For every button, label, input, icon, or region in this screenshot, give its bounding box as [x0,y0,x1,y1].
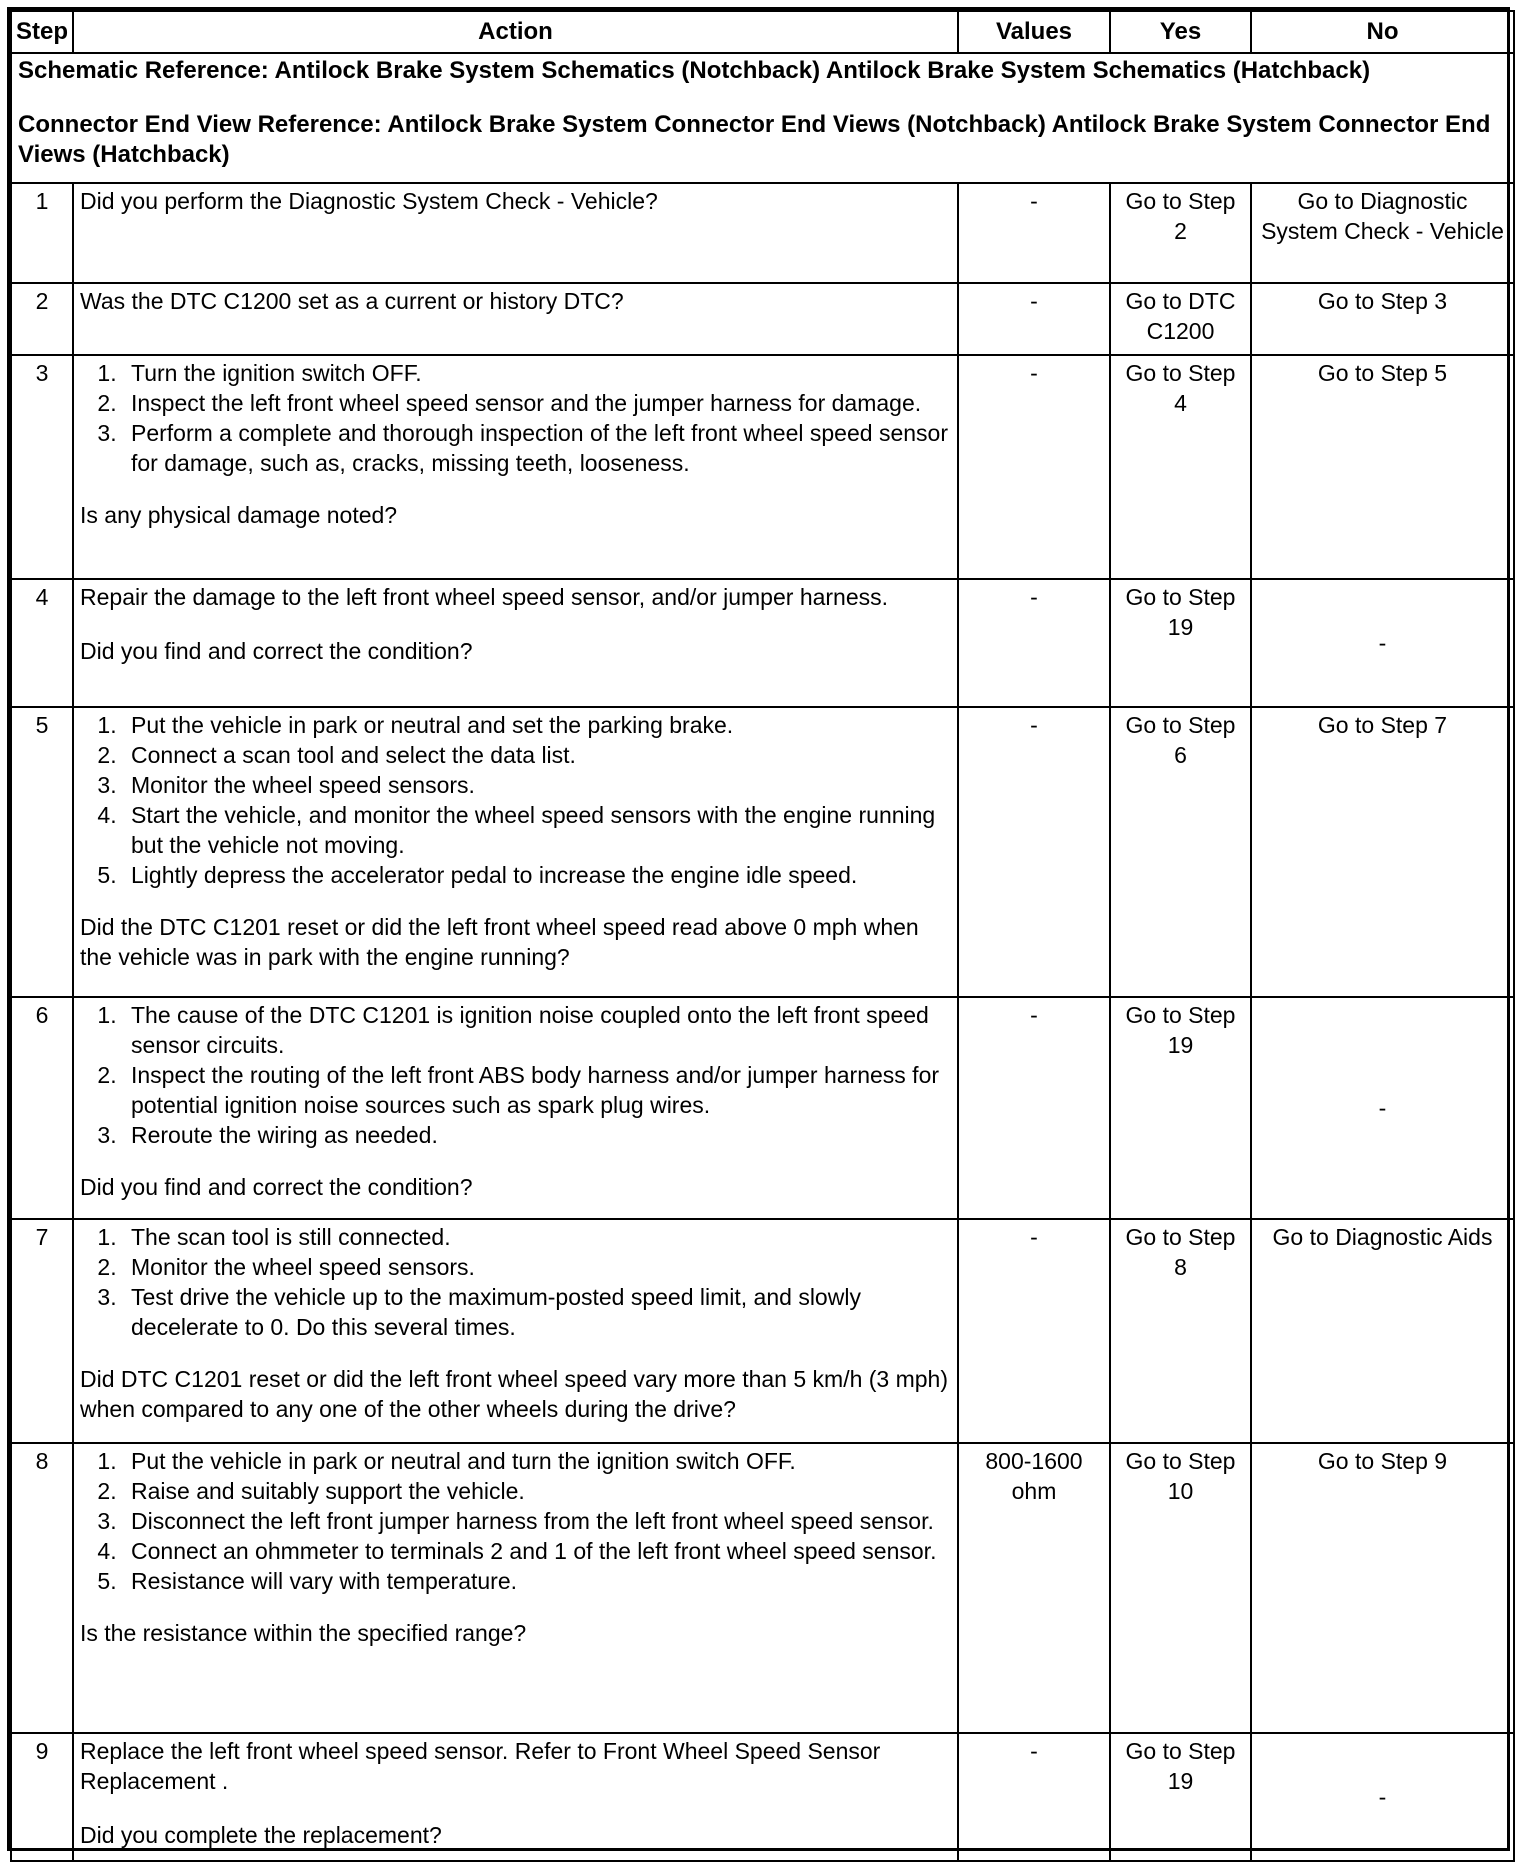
action-question: Did you perform the Diagnostic System Check - Vehicle? [80,188,658,214]
header-action: Action [73,11,958,53]
header-row [11,11,1514,53]
diagnostic-table [10,10,1515,1862]
step-number: 8 [11,1443,73,1733]
yes-cell: Go to Step 19 [1110,997,1251,1219]
yes-cell: Go to Step 4 [1110,355,1251,579]
action-step-item: 4. Connect an ohmmeter to terminals 2 and 1 of the left front wheel speed sensor. [123,1536,951,1566]
action-question: Did you find and correct the condition? [80,1174,473,1200]
diagnostic-table-sheet [7,7,1510,1851]
action-step-item: 5. Lightly depress the accelerator pedal to increase the engine idle speed. [123,860,951,890]
action-step-item: 1. Put the vehicle in park or neutral and set the parking brake. [123,710,951,740]
table-row [11,707,1514,997]
action-step-item: 1. Put the vehicle in park or neutral and turn the ignition switch OFF. [123,1446,951,1476]
action-step-item: 1. Turn the ignition switch OFF. [123,358,951,388]
reference-row [11,53,1514,183]
connector-end-view-reference: Connector End View Reference: Antilock Brake System Connector End Views (Notchback) Antilock Brake System Connector End Views (Hatchback) [18,111,1491,168]
action-cell [73,1443,958,1733]
header-yes: Yes [1110,11,1251,53]
action-cell [73,283,958,355]
step-number: 7 [11,1219,73,1443]
no-cell: Go to Step 9 [1251,1443,1514,1733]
header-step: Step [11,11,73,53]
step-number: 6 [11,997,73,1219]
schematic-reference: Schematic Reference: Antilock Brake System Schematics (Notchback) Antilock Brake System Schematics (Hatchback) [18,57,1371,84]
no-cell: - [1251,579,1514,707]
action-step-item: 3. Test drive the vehicle up to the maximum-posted speed limit, and slowly decelerate to 0. Do this several times. [123,1282,951,1342]
action-steps-list [80,1446,951,1596]
table-row [11,183,1514,283]
values-cell: - [958,355,1110,579]
action-step-item: 3. Disconnect the left front jumper harness from the left front wheel speed sensor. [123,1506,951,1536]
no-cell: Go to Diagnostic Aids [1251,1219,1514,1443]
no-cell: - [1251,997,1514,1219]
values-cell: 800-1600 ohm [958,1443,1110,1733]
step-number: 1 [11,183,73,283]
no-cell: - [1251,1733,1514,1861]
action-cell [73,355,958,579]
values-cell: - [958,183,1110,283]
action-step-item: 1. The scan tool is still connected. [123,1222,951,1252]
action-step-item: 1. The cause of the DTC C1201 is ignition noise coupled onto the left front speed sensor circuits. [123,1000,951,1060]
yes-cell: Go to Step 19 [1110,579,1251,707]
step-number: 2 [11,283,73,355]
table-row [11,997,1514,1219]
action-step-item: 3. Monitor the wheel speed sensors. [123,770,951,800]
step-number: 9 [11,1733,73,1861]
yes-cell: Go to Step 19 [1110,1733,1251,1861]
action-steps-list [80,1222,951,1342]
action-question: Is the resistance within the specified range? [80,1620,527,1646]
step-number: 4 [11,579,73,707]
table-row [11,355,1514,579]
action-question: Did you complete the replacement? [80,1822,442,1848]
action-step-item: 2. Connect a scan tool and select the data list. [123,740,951,770]
action-step-item: 2. Inspect the left front wheel speed sensor and the jumper harness for damage. [123,388,951,418]
no-cell: Go to Step 7 [1251,707,1514,997]
yes-cell: Go to DTC C1200 [1110,283,1251,355]
action-step-item: 2. Inspect the routing of the left front ABS body harness and/or jumper harness for potential ignition noise sources such as spark plug wires. [123,1060,951,1120]
values-cell: - [958,579,1110,707]
action-steps-list [80,1000,951,1150]
values-cell: - [958,707,1110,997]
action-cell [73,997,958,1219]
action-question: Did the DTC C1201 reset or did the left front wheel speed read above 0 mph when the vehicle was in park with the engine running? [80,914,919,970]
reference-cell [11,53,1514,183]
table-row [11,579,1514,707]
action-instruction: Replace the left front wheel speed sensor. Refer to Front Wheel Speed Sensor Replacement . [80,1738,881,1794]
action-step-item: 3. Reroute the wiring as needed. [123,1120,951,1150]
header-no: No [1251,11,1514,53]
action-cell [73,579,958,707]
action-steps-list [80,710,951,890]
no-cell: Go to Step 3 [1251,283,1514,355]
table-row [11,283,1514,355]
action-steps-list [80,358,951,478]
table-row [11,1443,1514,1733]
yes-cell: Go to Step 2 [1110,183,1251,283]
values-cell: - [958,1219,1110,1443]
action-cell [73,1733,958,1861]
yes-cell: Go to Step 10 [1110,1443,1251,1733]
action-cell [73,183,958,283]
action-step-item: 5. Resistance will vary with temperature. [123,1566,951,1596]
no-cell: Go to Step 5 [1251,355,1514,579]
action-cell [73,707,958,997]
action-question: Is any physical damage noted? [80,502,398,528]
table-row [11,1219,1514,1443]
step-number: 3 [11,355,73,579]
yes-cell: Go to Step 6 [1110,707,1251,997]
values-cell: - [958,1733,1110,1861]
values-cell: - [958,997,1110,1219]
action-cell [73,1219,958,1443]
action-step-item: 2. Raise and suitably support the vehicle. [123,1476,951,1506]
action-question: Did DTC C1201 reset or did the left front wheel speed vary more than 5 km/h (3 mph) when compared to any one of the other wheels during the drive? [80,1366,949,1422]
action-question: Was the DTC C1200 set as a current or history DTC? [80,288,624,314]
step-number: 5 [11,707,73,997]
action-instruction: Repair the damage to the left front wheel speed sensor, and/or jumper harness. [80,584,889,610]
action-question: Did you find and correct the condition? [80,638,473,664]
values-cell: - [958,283,1110,355]
action-step-item: 4. Start the vehicle, and monitor the wheel speed sensors with the engine running but the vehicle not moving. [123,800,951,860]
action-step-item: 2. Monitor the wheel speed sensors. [123,1252,951,1282]
action-step-item: 3. Perform a complete and thorough inspection of the left front wheel speed sensor for damage, such as, cracks, missing teeth, looseness. [123,418,951,478]
no-cell: Go to Diagnostic System Check - Vehicle [1251,183,1514,283]
yes-cell: Go to Step 8 [1110,1219,1251,1443]
table-row [11,1733,1514,1861]
header-values: Values [958,11,1110,53]
